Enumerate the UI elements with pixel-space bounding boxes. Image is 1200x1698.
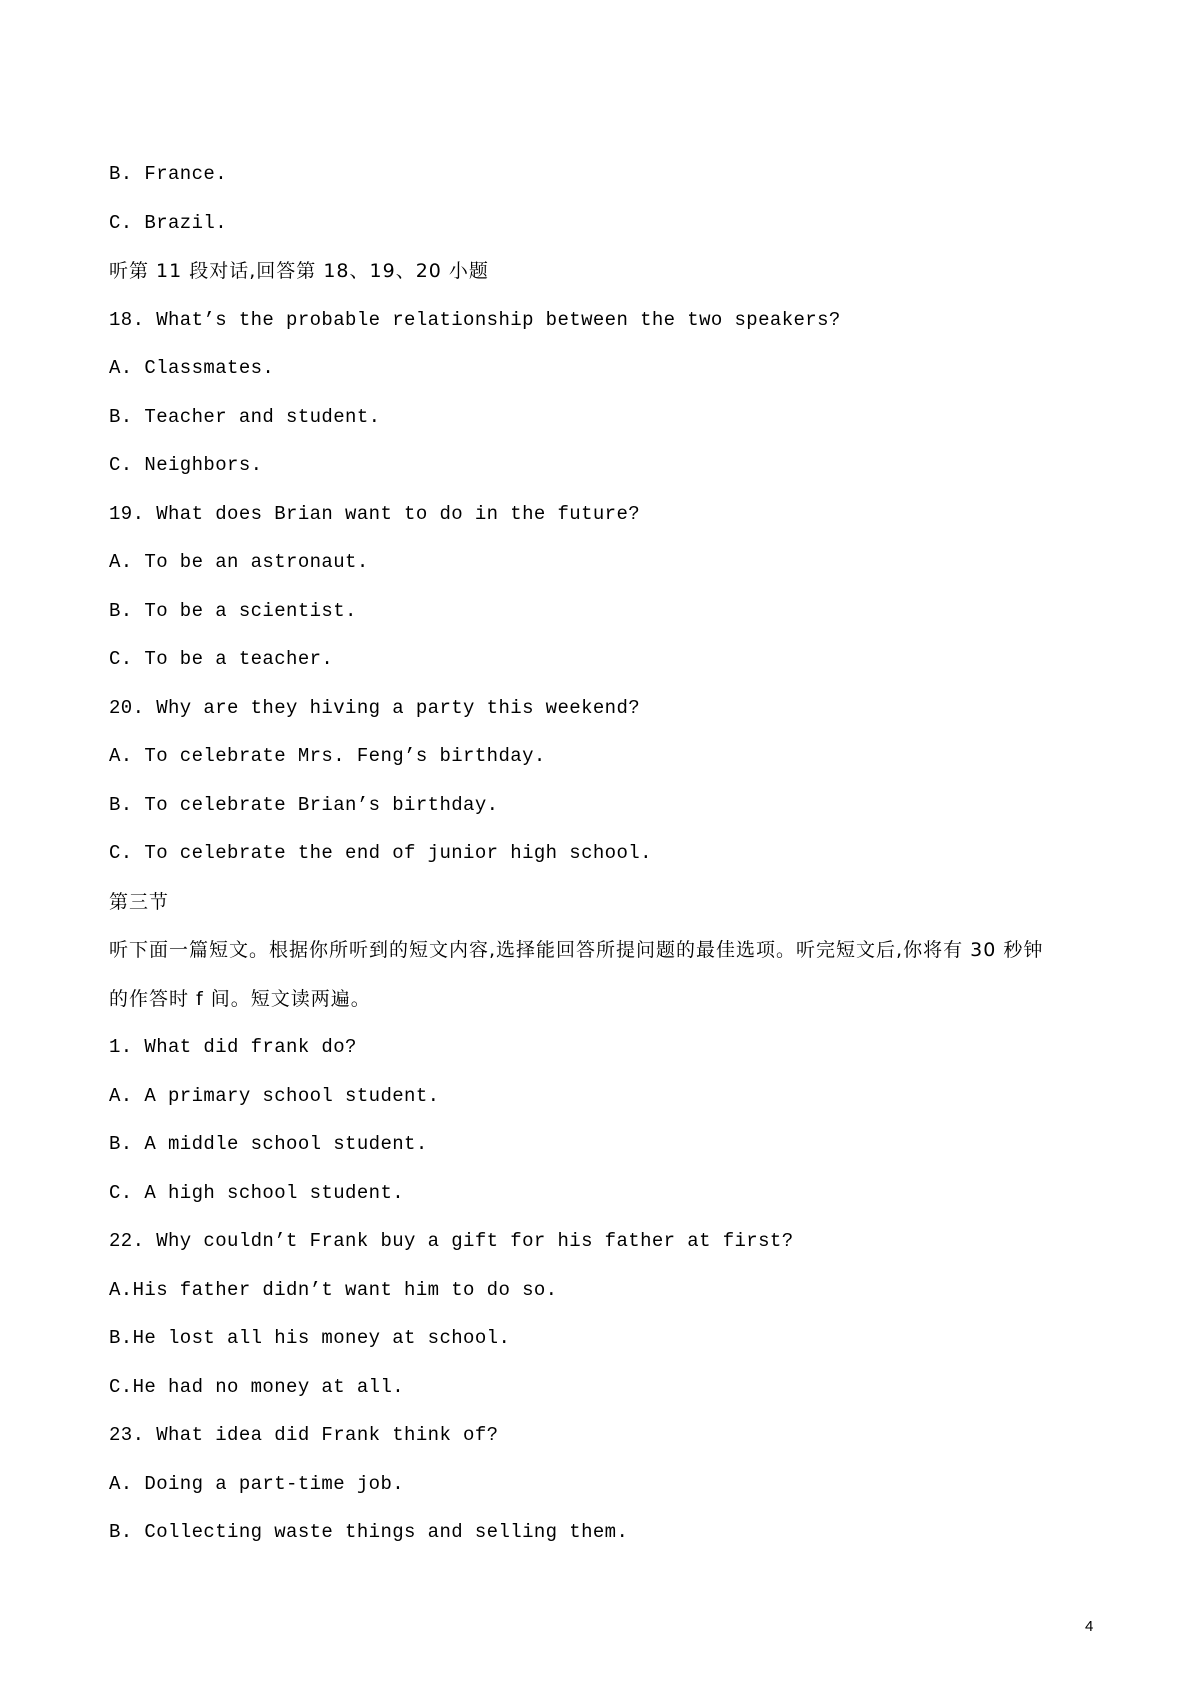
question-22-option-c: C.He had no money at all. (109, 1375, 405, 1398)
question-18-option-a: A. Classmates. (109, 357, 275, 379)
question-23-option-b: B. Collecting waste things and selling them. (109, 1521, 629, 1543)
option-b-france: B. France. (109, 163, 228, 185)
question-18: 18. What’s the probable relationship between the two speakers? (109, 308, 841, 331)
question-19-option-b: B. To be a scientist. (109, 599, 357, 622)
option-c-brazil: C. Brazil. (109, 211, 228, 234)
section-three-instruction-line-2: 的作答时 f 间。短文读两遍。 (109, 987, 371, 1010)
question-21-option-b: B. A middle school student. (109, 1133, 428, 1155)
question-22-option-a: A.His father didn’t want him to do so. (109, 1278, 558, 1301)
question-20: 20. Why are they hiving a party this weekend? (109, 696, 641, 719)
question-23-option-a: A. Doing a part-time job. (109, 1472, 405, 1495)
question-18-option-b: B. Teacher and student. (109, 405, 381, 428)
question-21-option-c: C. A high school student. (109, 1181, 405, 1204)
question-23: 23. What idea did Frank think of? (109, 1424, 499, 1446)
question-19-option-a: A. To be an astronaut. (109, 551, 369, 573)
page-content (109, 150, 1109, 1557)
question-22-option-b: B.He lost all his money at school. (109, 1327, 511, 1349)
section-three-heading: 第三节 (109, 890, 170, 913)
question-21: 1. What did frank do? (109, 1036, 357, 1058)
question-19: 19. What does Brian want to do in the future? (109, 502, 641, 525)
question-18-option-c: C. Neighbors. (109, 454, 263, 476)
question-20-option-a: A. To celebrate Mrs. Feng’s birthday. (109, 745, 546, 767)
question-21-option-a: A. A primary school student. (109, 1084, 440, 1107)
section-three-instruction-line-1: 听下面一篇短文。根据你所听到的短文内容,选择能回答所提问题的最佳选项。听完短文后,你将有 30 秒钟 (109, 939, 1044, 961)
section-instruction-dialogue-11: 听第 11 段对话,回答第 18、19、20 小题 (109, 260, 489, 282)
question-22: 22. Why couldn’t Frank buy a gift for his father at first? (109, 1230, 794, 1252)
question-20-option-c: C. To celebrate the end of junior high school. (109, 842, 652, 864)
question-20-option-b: B. To celebrate Brian’s birthday. (109, 793, 499, 816)
question-19-option-c: C. To be a teacher. (109, 648, 334, 670)
page-number: 4 (1085, 1618, 1094, 1635)
